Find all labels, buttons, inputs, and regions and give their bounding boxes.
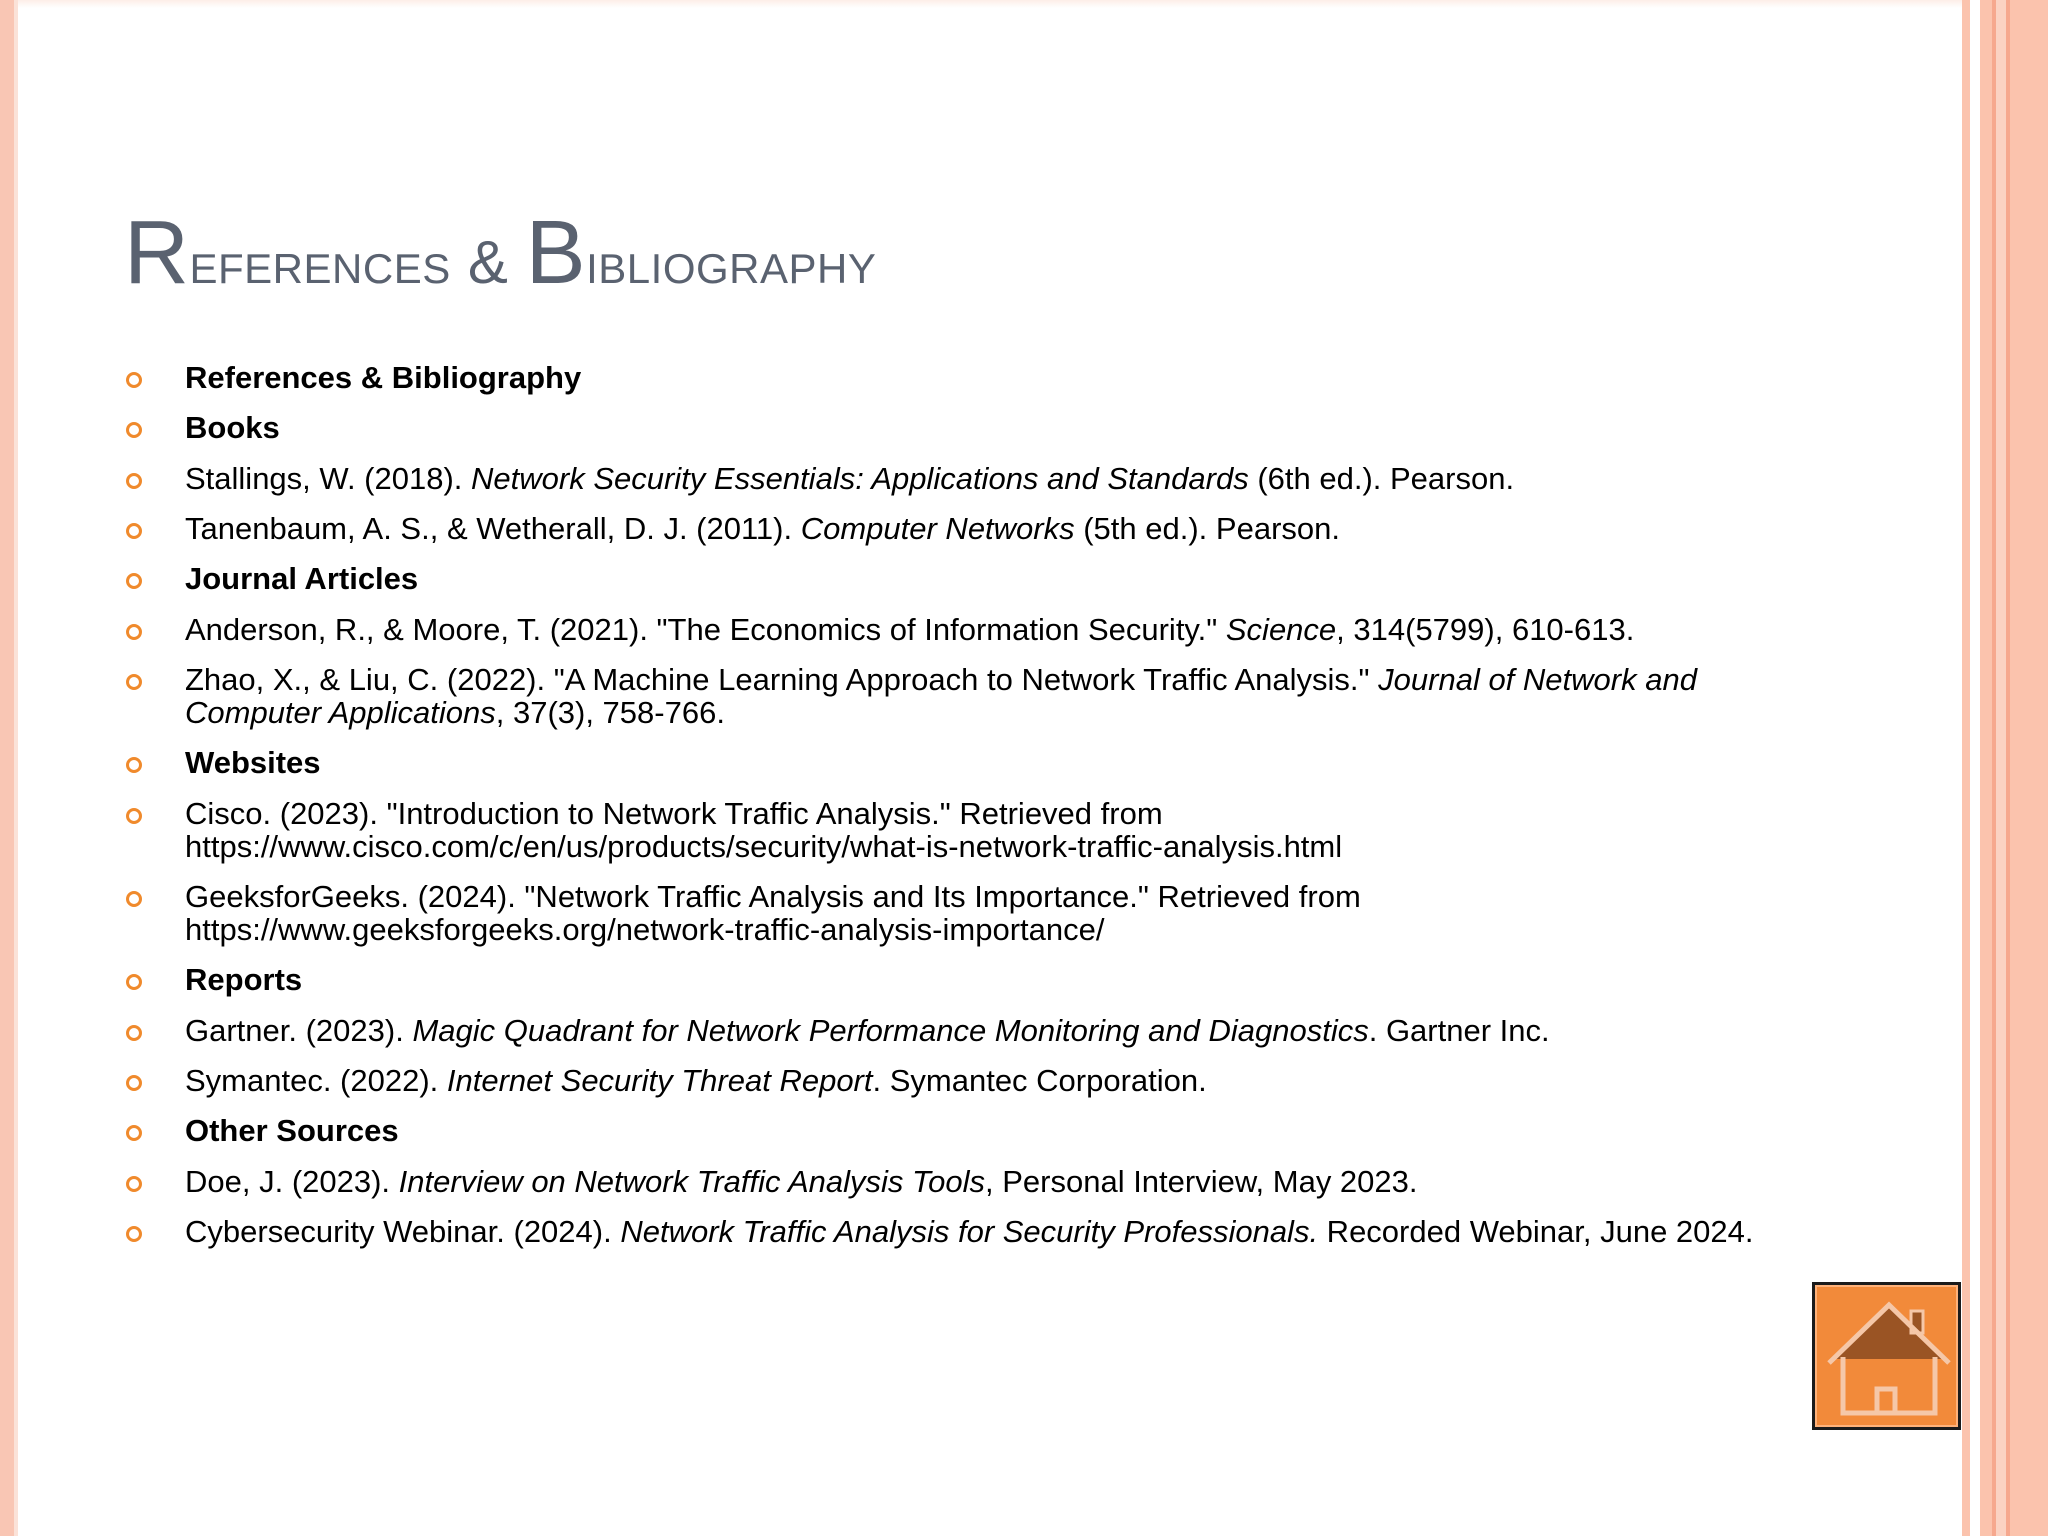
section-heading xyxy=(124,563,1764,596)
url-text: https://www.geeksforgeeks.org/network-traffic-analysis-importance/ xyxy=(185,911,1105,947)
reference-entry xyxy=(124,1012,1764,1048)
reference-text xyxy=(185,796,1764,864)
bullet-icon xyxy=(126,1025,142,1041)
bullet-icon xyxy=(126,523,142,539)
citation-title: Network Traffic Analysis for Security Professionals. xyxy=(620,1213,1319,1249)
reference-text xyxy=(185,612,1634,647)
right-border-stripe xyxy=(2010,0,2048,1536)
citation-title: Magic Quadrant for Network Performance Monitoring and Diagnostics xyxy=(412,1012,1369,1048)
citation-title: Network Security Essentials: Applications and Standards xyxy=(471,460,1249,496)
section-heading xyxy=(124,747,1764,780)
citation-text: Tanenbaum, A. S., & Wetherall, D. J. (2011). xyxy=(185,511,801,547)
reference-text xyxy=(185,1063,1207,1098)
bullet-icon xyxy=(126,1075,142,1091)
heading-text: References & Bibliography xyxy=(185,360,582,395)
slide-title xyxy=(124,203,877,303)
reference-entry xyxy=(124,664,1764,730)
reference-entry xyxy=(124,1163,1764,1199)
reference-text xyxy=(185,962,302,997)
home-icon xyxy=(1815,1285,1964,1433)
reference-entry xyxy=(124,795,1764,864)
section-heading xyxy=(124,1115,1764,1148)
citation-title: Internet Security Threat Report xyxy=(446,1062,873,1098)
citation-text: GeeksforGeeks. (2024). "Network Traffic Analysis and Its Importance." Retrieved from xyxy=(185,878,1361,914)
reference-entry xyxy=(124,1062,1764,1098)
home-button[interactable] xyxy=(1812,1282,1961,1430)
bullet-icon xyxy=(126,1125,142,1141)
top-tint xyxy=(18,0,1962,8)
bullet-icon xyxy=(126,974,142,990)
reference-text xyxy=(185,461,1514,496)
citation-text: Cisco. (2023). "Introduction to Network Traffic Analysis." Retrieved from xyxy=(185,795,1163,831)
reference-text xyxy=(185,511,1340,546)
title-initial: R xyxy=(124,203,190,303)
citation-text: Zhao, X., & Liu, C. (2022). "A Machine Learning Approach to Network Traffic Analysis." xyxy=(185,662,1379,698)
reference-entry xyxy=(124,878,1764,947)
citation-text: (5th ed.). Pearson. xyxy=(1074,511,1340,547)
citation-text: (6th ed.). Pearson. xyxy=(1248,460,1515,496)
reference-text xyxy=(185,1164,1418,1199)
url-text: https://www.cisco.com/c/en/us/products/security/what-is-network-traffic-analysis.html xyxy=(185,828,1343,864)
citation-text: Recorded Webinar, June 2024. xyxy=(1318,1213,1754,1249)
left-border xyxy=(0,0,14,1536)
section-heading xyxy=(124,964,1764,997)
citation-text: . Symantec Corporation. xyxy=(872,1062,1207,1098)
references-list xyxy=(124,362,1764,1266)
citation-text: Gartner. (2023). xyxy=(185,1012,413,1048)
bullet-icon xyxy=(126,473,142,489)
reference-entry xyxy=(124,513,1764,546)
bullet-icon xyxy=(126,1176,142,1192)
citation-title: Journal of Network and Computer Applications xyxy=(185,662,1697,731)
reference-entry xyxy=(124,460,1764,496)
citation-title: Science xyxy=(1225,611,1337,647)
section-heading xyxy=(124,362,1764,395)
citation-text: . Gartner Inc. xyxy=(1368,1012,1550,1048)
bullet-icon xyxy=(126,757,142,773)
citation-title: Computer Networks xyxy=(800,511,1075,547)
right-border-stripe xyxy=(1980,0,1992,1536)
heading-text: Reports xyxy=(185,962,303,998)
heading-text: Websites xyxy=(185,745,321,781)
reference-text xyxy=(185,360,581,395)
reference-text xyxy=(185,1113,399,1148)
reference-text xyxy=(185,662,1697,730)
citation-title: Interview on Network Traffic Analysis Tools xyxy=(398,1163,985,1199)
citation-text: Doe, J. (2023). xyxy=(185,1163,399,1199)
bullet-icon xyxy=(126,573,142,589)
bullet-icon xyxy=(126,372,142,388)
reference-text xyxy=(185,1214,1754,1249)
bullet-icon xyxy=(126,808,142,824)
bullet-icon xyxy=(126,1226,142,1242)
reference-entry xyxy=(124,1213,1764,1249)
citation-text: , Personal Interview, May 2023. xyxy=(985,1163,1418,1199)
section-heading xyxy=(124,412,1764,445)
bullet-icon xyxy=(126,624,142,640)
reference-text xyxy=(185,879,1764,947)
title-part: eferences & xyxy=(189,229,526,296)
heading-text: Journal Articles xyxy=(185,561,419,597)
reference-text xyxy=(185,410,280,445)
right-border-stripe xyxy=(1970,0,1980,1536)
heading-text: Books xyxy=(185,410,280,446)
citation-text: , 314(5799), 610-613. xyxy=(1336,611,1635,647)
reference-entry xyxy=(124,611,1764,647)
bullet-icon xyxy=(126,422,142,438)
bullet-icon xyxy=(126,674,142,690)
heading-text: Other Sources xyxy=(185,1113,399,1149)
title-initial: B xyxy=(525,203,587,303)
reference-text xyxy=(185,561,418,596)
citation-text: , 37(3), 758-766. xyxy=(495,695,725,731)
citation-text: Stallings, W. (2018). xyxy=(185,460,472,496)
citation-text: Anderson, R., & Moore, T. (2021). "The Economics of Information Security." xyxy=(185,611,1226,647)
left-border-inner xyxy=(14,0,18,1536)
citation-text: Symantec. (2022). xyxy=(185,1062,447,1098)
title-part: ibliography xyxy=(586,229,877,296)
citation-text: Cybersecurity Webinar. (2024). xyxy=(185,1213,621,1249)
bullet-icon xyxy=(126,891,142,907)
right-border-stripe xyxy=(1996,0,2006,1536)
reference-text xyxy=(185,1013,1550,1048)
reference-text xyxy=(185,745,321,780)
